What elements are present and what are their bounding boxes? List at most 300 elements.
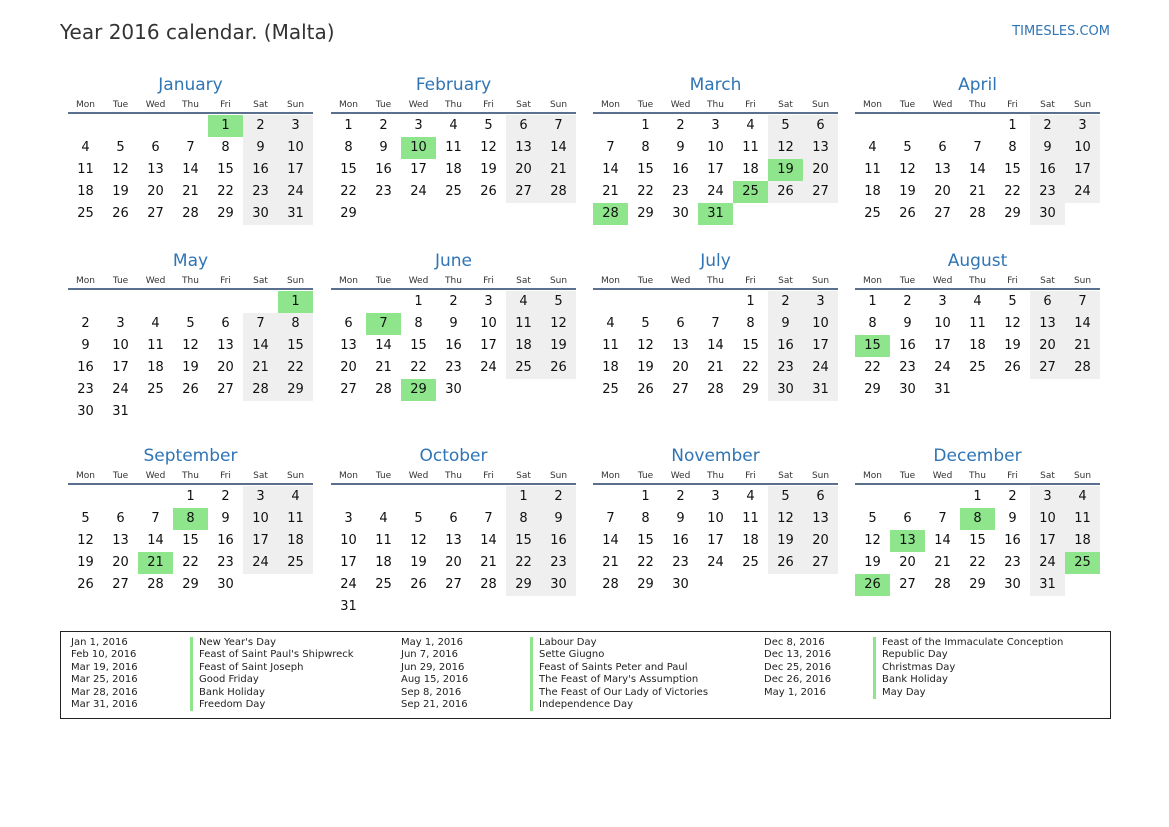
day-cell: 29 bbox=[742, 382, 759, 397]
weekday-label: Fri bbox=[745, 276, 756, 286]
weekday-label: Mon bbox=[339, 100, 358, 110]
weekday-label: Fri bbox=[745, 100, 756, 110]
day-cell: 7 bbox=[606, 511, 615, 526]
empty-cell bbox=[138, 486, 173, 508]
holiday-day-cell: 8 bbox=[173, 508, 208, 530]
weekday-label: Thu bbox=[182, 276, 199, 286]
day-cell: 21 bbox=[480, 555, 497, 570]
day-cell: 21 bbox=[1065, 335, 1100, 357]
day-cell: 20 bbox=[672, 360, 689, 375]
day-cell: 25 bbox=[969, 360, 986, 375]
day-cell: 20 bbox=[217, 360, 234, 375]
day-cell: 7 bbox=[186, 140, 195, 155]
holiday-date: Sep 8, 2016 bbox=[401, 686, 462, 698]
day-cell: 1 bbox=[973, 489, 982, 504]
day-cell: 5 bbox=[484, 118, 493, 133]
empty-cell bbox=[593, 486, 628, 508]
weekday-label: Wed bbox=[408, 471, 429, 481]
day-cell: 26 bbox=[77, 577, 94, 592]
day-cell: 4 bbox=[973, 294, 982, 309]
day-cell: 30 bbox=[899, 382, 916, 397]
day-cell: 3 bbox=[711, 118, 720, 133]
day-cell: 27 bbox=[445, 577, 462, 592]
day-cell: 1 bbox=[506, 486, 541, 508]
day-cell: 13 bbox=[506, 137, 541, 159]
empty-cell bbox=[138, 115, 173, 137]
day-cell: 29 bbox=[1004, 206, 1021, 221]
day-grid bbox=[855, 486, 1100, 596]
day-cell: 19 bbox=[480, 162, 497, 177]
empty-cell bbox=[243, 291, 278, 313]
day-cell: 24 bbox=[1030, 552, 1065, 574]
day-cell: 8 bbox=[641, 140, 650, 155]
day-cell: 2 bbox=[243, 115, 278, 137]
day-cell: 29 bbox=[637, 577, 654, 592]
day-cell: 19 bbox=[1004, 338, 1021, 353]
weekday-header bbox=[593, 98, 838, 114]
day-cell: 23 bbox=[445, 360, 462, 375]
empty-cell bbox=[698, 291, 733, 313]
day-cell: 17 bbox=[1030, 530, 1065, 552]
holiday-name: Bank Holiday bbox=[190, 687, 354, 699]
empty-cell bbox=[173, 115, 208, 137]
empty-cell bbox=[855, 486, 890, 508]
month-february bbox=[331, 72, 576, 225]
holiday-date: Mar 31, 2016 bbox=[71, 699, 138, 711]
weekday-label: Wed bbox=[145, 471, 166, 481]
weekday-label: Sat bbox=[516, 471, 531, 481]
weekday-label: Sat bbox=[778, 276, 793, 286]
day-cell: 4 bbox=[278, 486, 313, 508]
day-cell: 2 bbox=[449, 294, 458, 309]
day-cell: 11 bbox=[147, 338, 164, 353]
day-cell: 14 bbox=[480, 533, 497, 548]
weekday-label: Sun bbox=[549, 100, 568, 110]
day-cell: 19 bbox=[112, 184, 129, 199]
day-cell: 5 bbox=[641, 316, 650, 331]
day-cell: 16 bbox=[1030, 159, 1065, 181]
day-cell: 7 bbox=[484, 511, 493, 526]
day-cell: 11 bbox=[864, 162, 881, 177]
day-cell: 17 bbox=[1065, 159, 1100, 181]
day-cell: 11 bbox=[742, 511, 759, 526]
day-grid bbox=[593, 115, 838, 225]
holiday-name: Independence Day bbox=[530, 699, 708, 711]
day-cell: 22 bbox=[410, 360, 427, 375]
day-cell: 6 bbox=[903, 511, 912, 526]
day-cell: 23 bbox=[541, 552, 576, 574]
weekday-label: Sat bbox=[253, 276, 268, 286]
day-cell: 24 bbox=[707, 184, 724, 199]
month-name: September bbox=[143, 446, 238, 466]
day-cell: 31 bbox=[803, 379, 838, 401]
day-cell: 23 bbox=[375, 184, 392, 199]
day-cell: 2 bbox=[1008, 489, 1017, 504]
holiday-day-cell: 21 bbox=[138, 552, 173, 574]
day-cell: 10 bbox=[340, 533, 357, 548]
day-cell: 17 bbox=[707, 533, 724, 548]
empty-cell bbox=[628, 291, 663, 313]
day-cell: 24 bbox=[1065, 181, 1100, 203]
month-name: February bbox=[415, 75, 492, 95]
day-cell: 16 bbox=[243, 159, 278, 181]
day-cell: 9 bbox=[1008, 511, 1017, 526]
holiday-date: Jan 1, 2016 bbox=[71, 637, 128, 648]
month-september bbox=[68, 443, 313, 596]
day-cell: 5 bbox=[186, 316, 195, 331]
day-cell: 12 bbox=[480, 140, 497, 155]
empty-cell bbox=[331, 486, 366, 508]
day-cell: 22 bbox=[637, 555, 654, 570]
day-cell: 25 bbox=[864, 206, 881, 221]
weekday-label: Fri bbox=[483, 100, 494, 110]
day-cell: 20 bbox=[112, 555, 129, 570]
day-cell: 27 bbox=[506, 181, 541, 203]
empty-cell bbox=[138, 291, 173, 313]
day-cell: 5 bbox=[81, 511, 90, 526]
day-cell: 24 bbox=[112, 382, 129, 397]
day-cell: 28 bbox=[375, 382, 392, 397]
weekday-label: Mon bbox=[76, 471, 95, 481]
day-cell: 12 bbox=[182, 338, 199, 353]
empty-cell bbox=[68, 291, 103, 313]
day-cell: 29 bbox=[969, 577, 986, 592]
day-cell: 16 bbox=[1004, 533, 1021, 548]
holiday-day-cell: 28 bbox=[593, 203, 628, 225]
day-cell: 1 bbox=[344, 118, 353, 133]
day-cell: 10 bbox=[707, 140, 724, 155]
weekday-label: Fri bbox=[483, 276, 494, 286]
day-cell: 12 bbox=[864, 533, 881, 548]
day-cell: 28 bbox=[602, 577, 619, 592]
holiday-name: Republic Day bbox=[873, 649, 1063, 661]
day-cell: 28 bbox=[480, 577, 497, 592]
weekday-label: Sun bbox=[811, 100, 830, 110]
day-cell: 29 bbox=[864, 382, 881, 397]
day-cell: 10 bbox=[1065, 137, 1100, 159]
day-cell: 15 bbox=[969, 533, 986, 548]
weekday-label: Fri bbox=[745, 471, 756, 481]
day-cell: 7 bbox=[973, 140, 982, 155]
day-cell: 24 bbox=[803, 357, 838, 379]
holiday-date: Dec 8, 2016 bbox=[764, 637, 825, 648]
day-cell: 18 bbox=[1065, 530, 1100, 552]
holiday-day-cell: 26 bbox=[855, 574, 890, 596]
day-cell: 11 bbox=[969, 316, 986, 331]
day-cell: 24 bbox=[243, 552, 278, 574]
day-cell: 12 bbox=[768, 508, 803, 530]
site-link[interactable]: TIMESLES.COM bbox=[1012, 24, 1110, 39]
month-january bbox=[68, 72, 313, 225]
weekday-label: Sun bbox=[1073, 471, 1092, 481]
day-grid bbox=[855, 115, 1100, 225]
weekday-header bbox=[855, 98, 1100, 114]
empty-cell bbox=[103, 486, 138, 508]
month-name: June bbox=[434, 251, 473, 271]
day-cell: 22 bbox=[742, 360, 759, 375]
day-cell: 1 bbox=[746, 294, 755, 309]
day-cell: 23 bbox=[672, 555, 689, 570]
day-cell: 5 bbox=[541, 291, 576, 313]
day-cell: 23 bbox=[1004, 555, 1021, 570]
weekday-label: Wed bbox=[145, 100, 166, 110]
day-cell: 5 bbox=[903, 140, 912, 155]
day-cell: 13 bbox=[803, 137, 838, 159]
holiday-date: Sep 21, 2016 bbox=[401, 699, 468, 711]
day-cell: 26 bbox=[768, 181, 803, 203]
month-june bbox=[331, 248, 576, 401]
day-cell: 28 bbox=[243, 379, 278, 401]
weekday-label: Mon bbox=[339, 276, 358, 286]
weekday-label: Wed bbox=[932, 276, 953, 286]
day-cell: 23 bbox=[217, 555, 234, 570]
day-cell: 22 bbox=[864, 360, 881, 375]
month-name: July bbox=[700, 251, 731, 271]
day-cell: 13 bbox=[217, 338, 234, 353]
weekday-label: Mon bbox=[863, 100, 882, 110]
holiday-name: New Year's Day bbox=[190, 637, 354, 649]
day-cell: 22 bbox=[506, 552, 541, 574]
holiday-names-col-2 bbox=[530, 637, 708, 711]
day-cell: 9 bbox=[676, 140, 685, 155]
day-cell: 30 bbox=[243, 203, 278, 225]
weekday-label: Tue bbox=[375, 471, 392, 481]
day-cell: 31 bbox=[1030, 574, 1065, 596]
weekday-header bbox=[855, 274, 1100, 290]
day-cell: 22 bbox=[340, 184, 357, 199]
day-cell: 17 bbox=[803, 335, 838, 357]
day-cell: 11 bbox=[445, 140, 462, 155]
day-cell: 22 bbox=[969, 555, 986, 570]
day-cell: 11 bbox=[375, 533, 392, 548]
day-cell: 19 bbox=[637, 360, 654, 375]
day-cell: 22 bbox=[1004, 184, 1021, 199]
weekday-label: Fri bbox=[1007, 100, 1018, 110]
day-cell: 17 bbox=[410, 162, 427, 177]
day-cell: 7 bbox=[1065, 291, 1100, 313]
day-cell: 18 bbox=[506, 335, 541, 357]
day-cell: 10 bbox=[278, 137, 313, 159]
day-cell: 25 bbox=[278, 552, 313, 574]
weekday-label: Wed bbox=[932, 471, 953, 481]
day-cell: 14 bbox=[1065, 313, 1100, 335]
holiday-dates-col-2 bbox=[401, 637, 468, 711]
day-cell: 12 bbox=[541, 313, 576, 335]
weekday-label: Sat bbox=[1040, 276, 1055, 286]
day-cell: 3 bbox=[243, 486, 278, 508]
weekday-header bbox=[331, 274, 576, 290]
holiday-name: May Day bbox=[873, 687, 1063, 699]
day-cell: 30 bbox=[445, 382, 462, 397]
day-cell: 18 bbox=[278, 530, 313, 552]
weekday-label: Sun bbox=[286, 276, 305, 286]
empty-cell bbox=[855, 115, 890, 137]
holiday-name: Feast of Saints Peter and Paul bbox=[530, 662, 708, 674]
day-cell: 2 bbox=[676, 118, 685, 133]
month-name: October bbox=[419, 446, 488, 466]
day-cell: 8 bbox=[414, 316, 423, 331]
empty-cell bbox=[471, 486, 506, 508]
weekday-label: Sun bbox=[811, 276, 830, 286]
holiday-date: Mar 28, 2016 bbox=[71, 686, 138, 698]
weekday-label: Tue bbox=[637, 276, 654, 286]
month-april bbox=[855, 72, 1100, 225]
day-cell: 6 bbox=[116, 511, 125, 526]
day-cell: 3 bbox=[278, 115, 313, 137]
day-cell: 17 bbox=[112, 360, 129, 375]
day-cell: 8 bbox=[868, 316, 877, 331]
holiday-day-cell: 25 bbox=[733, 181, 768, 203]
day-cell: 30 bbox=[217, 577, 234, 592]
day-cell: 15 bbox=[506, 530, 541, 552]
day-cell: 18 bbox=[864, 184, 881, 199]
weekday-label: Wed bbox=[408, 100, 429, 110]
day-cell: 14 bbox=[707, 338, 724, 353]
empty-cell bbox=[68, 115, 103, 137]
day-cell: 12 bbox=[637, 338, 654, 353]
month-name: January bbox=[158, 75, 223, 95]
day-cell: 2 bbox=[768, 291, 803, 313]
day-cell: 19 bbox=[182, 360, 199, 375]
day-cell: 19 bbox=[864, 555, 881, 570]
day-cell: 3 bbox=[414, 118, 423, 133]
day-cell: 4 bbox=[449, 118, 458, 133]
page-title: Year 2016 calendar. (Malta) bbox=[60, 20, 335, 44]
day-cell: 2 bbox=[903, 294, 912, 309]
day-cell: 17 bbox=[243, 530, 278, 552]
day-cell: 13 bbox=[147, 162, 164, 177]
weekday-label: Tue bbox=[112, 100, 129, 110]
day-cell: 29 bbox=[182, 577, 199, 592]
weekday-label: Tue bbox=[899, 100, 916, 110]
day-cell: 6 bbox=[1030, 291, 1065, 313]
weekday-label: Fri bbox=[220, 276, 231, 286]
day-cell: 24 bbox=[278, 181, 313, 203]
day-cell: 20 bbox=[340, 360, 357, 375]
day-cell: 25 bbox=[445, 184, 462, 199]
weekday-label: Tue bbox=[112, 276, 129, 286]
day-cell: 26 bbox=[1004, 360, 1021, 375]
day-cell: 7 bbox=[541, 115, 576, 137]
day-cell: 14 bbox=[969, 162, 986, 177]
day-cell: 17 bbox=[278, 159, 313, 181]
holiday-dates-col-3 bbox=[764, 637, 831, 699]
day-cell: 10 bbox=[243, 508, 278, 530]
day-cell: 15 bbox=[410, 338, 427, 353]
holiday-day-cell: 13 bbox=[890, 530, 925, 552]
day-cell: 4 bbox=[746, 118, 755, 133]
day-cell: 10 bbox=[803, 313, 838, 335]
day-cell: 15 bbox=[217, 162, 234, 177]
empty-cell bbox=[366, 486, 401, 508]
day-grid bbox=[593, 291, 838, 401]
day-cell: 20 bbox=[147, 184, 164, 199]
day-cell: 8 bbox=[746, 316, 755, 331]
day-cell: 5 bbox=[768, 486, 803, 508]
holiday-day-cell: 29 bbox=[401, 379, 436, 401]
day-cell: 9 bbox=[676, 511, 685, 526]
weekday-label: Tue bbox=[899, 471, 916, 481]
day-cell: 21 bbox=[375, 360, 392, 375]
day-cell: 15 bbox=[742, 338, 759, 353]
day-cell: 3 bbox=[116, 316, 125, 331]
day-cell: 26 bbox=[480, 184, 497, 199]
day-cell: 13 bbox=[112, 533, 129, 548]
empty-cell bbox=[208, 291, 243, 313]
weekday-label: Tue bbox=[375, 100, 392, 110]
holiday-date: Jun 7, 2016 bbox=[401, 649, 458, 661]
day-cell: 4 bbox=[506, 291, 541, 313]
day-cell: 31 bbox=[278, 203, 313, 225]
day-cell: 9 bbox=[221, 511, 230, 526]
day-cell: 3 bbox=[484, 294, 493, 309]
day-cell: 27 bbox=[217, 382, 234, 397]
holiday-date: May 1, 2016 bbox=[764, 686, 827, 698]
weekday-label: Tue bbox=[375, 276, 392, 286]
day-cell: 26 bbox=[182, 382, 199, 397]
weekday-label: Wed bbox=[932, 100, 953, 110]
day-cell: 14 bbox=[541, 137, 576, 159]
weekday-label: Thu bbox=[969, 471, 986, 481]
day-cell: 12 bbox=[768, 137, 803, 159]
day-cell: 29 bbox=[278, 379, 313, 401]
day-cell: 24 bbox=[707, 555, 724, 570]
weekday-label: Sun bbox=[811, 471, 830, 481]
holiday-names-col-3 bbox=[873, 637, 1063, 699]
day-cell: 15 bbox=[637, 162, 654, 177]
holiday-date: Feb 10, 2016 bbox=[71, 649, 137, 661]
day-cell: 16 bbox=[217, 533, 234, 548]
day-cell: 16 bbox=[77, 360, 94, 375]
day-cell: 21 bbox=[707, 360, 724, 375]
day-cell: 31 bbox=[934, 382, 951, 397]
day-cell: 12 bbox=[1004, 316, 1021, 331]
day-cell: 28 bbox=[182, 206, 199, 221]
day-cell: 4 bbox=[81, 140, 90, 155]
day-cell: 18 bbox=[77, 184, 94, 199]
day-cell: 11 bbox=[1065, 508, 1100, 530]
weekday-label: Sat bbox=[1040, 100, 1055, 110]
day-cell: 19 bbox=[410, 555, 427, 570]
month-october bbox=[331, 443, 576, 618]
weekday-header bbox=[593, 469, 838, 485]
weekday-label: Sun bbox=[286, 100, 305, 110]
weekday-label: Wed bbox=[145, 276, 166, 286]
month-name: December bbox=[933, 446, 1022, 466]
day-cell: 3 bbox=[803, 291, 838, 313]
day-cell: 20 bbox=[506, 159, 541, 181]
day-cell: 18 bbox=[742, 162, 759, 177]
day-cell: 18 bbox=[445, 162, 462, 177]
day-cell: 10 bbox=[707, 511, 724, 526]
day-cell: 14 bbox=[602, 533, 619, 548]
weekday-label: Thu bbox=[969, 276, 986, 286]
day-cell: 13 bbox=[803, 508, 838, 530]
weekday-label: Thu bbox=[707, 100, 724, 110]
day-cell: 3 bbox=[344, 511, 353, 526]
weekday-label: Sun bbox=[1073, 100, 1092, 110]
holiday-name: The Feast of Mary's Assumption bbox=[530, 674, 708, 686]
day-cell: 30 bbox=[672, 577, 689, 592]
day-cell: 26 bbox=[541, 357, 576, 379]
day-cell: 4 bbox=[151, 316, 160, 331]
day-cell: 2 bbox=[379, 118, 388, 133]
day-cell: 6 bbox=[803, 486, 838, 508]
day-cell: 3 bbox=[1065, 115, 1100, 137]
weekday-label: Wed bbox=[408, 276, 429, 286]
day-cell: 4 bbox=[1065, 486, 1100, 508]
weekday-label: Sun bbox=[1073, 276, 1092, 286]
